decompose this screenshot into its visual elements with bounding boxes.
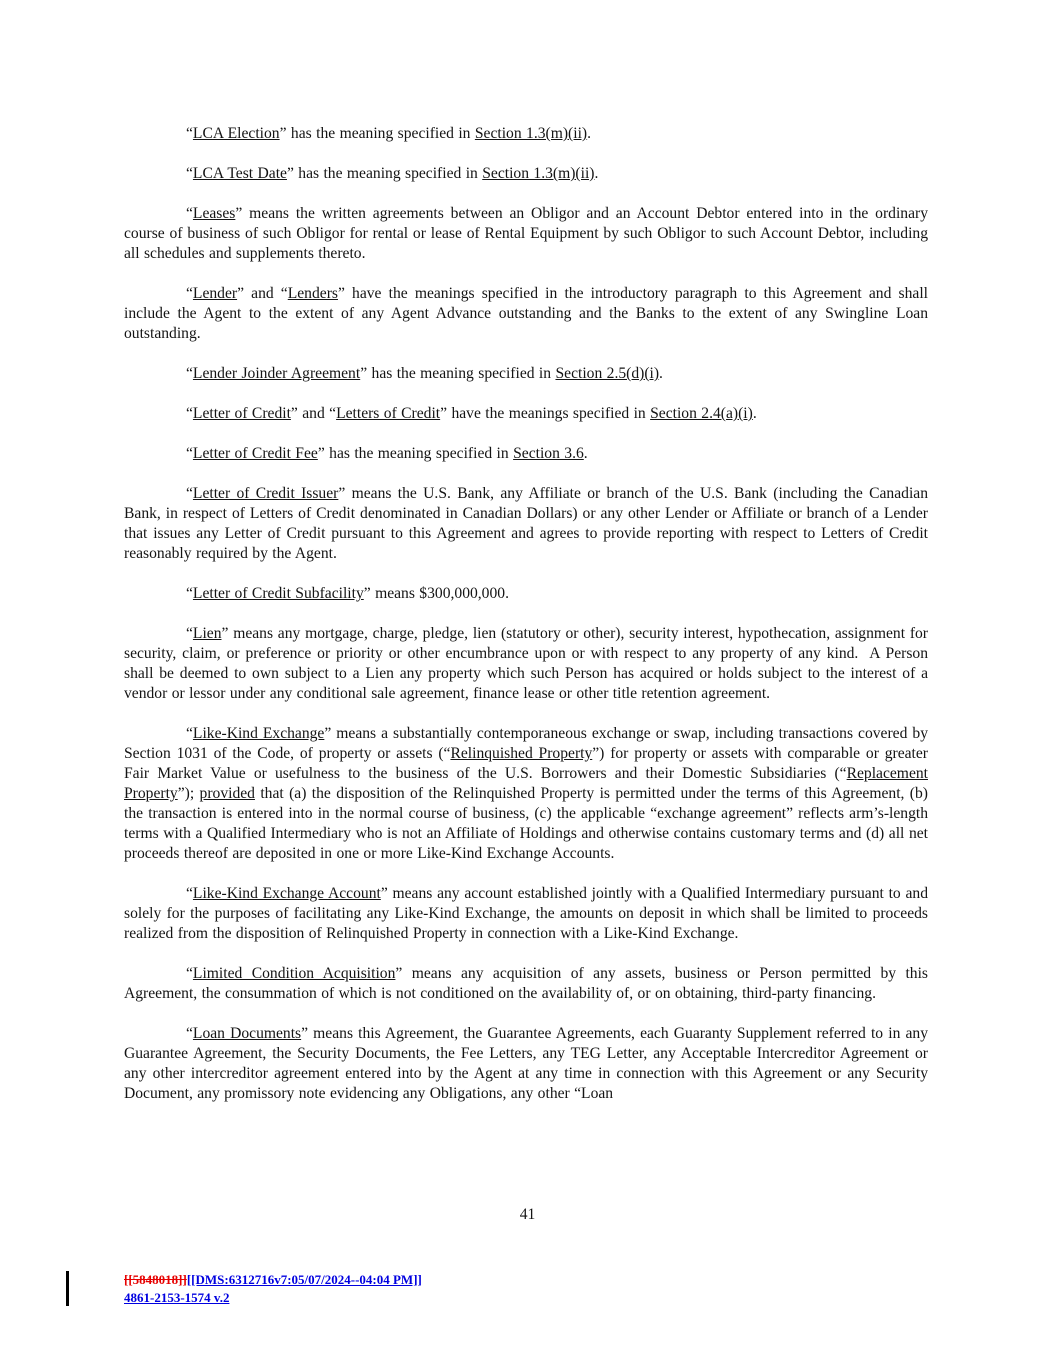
- change-bar: [66, 1271, 69, 1306]
- text-run: “: [186, 125, 193, 142]
- text-run: ” have the meanings specified in: [440, 405, 651, 422]
- defined-term: Letter of Credit Subfacility: [192, 585, 364, 602]
- defined-term: Like-Kind Exchange: [192, 725, 325, 742]
- defined-term: Lender: [192, 285, 238, 302]
- defined-term: Leases: [192, 205, 236, 222]
- defined-term: Lien: [192, 625, 222, 642]
- text-run: .: [594, 165, 599, 182]
- document-body: [124, 124, 928, 1124]
- defined-term: Letter of Credit Fee: [192, 445, 318, 462]
- text-run: “: [186, 625, 193, 642]
- text-run: “: [186, 585, 193, 602]
- defined-term: Lenders: [287, 285, 338, 302]
- text-run: ” has the meaning specified in: [279, 125, 475, 142]
- defined-term: Replacement Property: [124, 765, 928, 802]
- defined-term: Relinquished Property: [450, 745, 593, 762]
- text-run: ” and “: [237, 285, 288, 302]
- text-run: ” means a substantially contemporaneous exchange or swap, including transactions covered by Section 1031 of the Code, of property or assets (“: [124, 725, 928, 762]
- footer-doc-id: 4861-2153-1574 v.2: [124, 1290, 230, 1305]
- paragraph: [124, 164, 928, 184]
- defined-term: Letter of Credit: [192, 405, 291, 422]
- paragraph: [124, 444, 928, 464]
- paragraph: [124, 284, 928, 344]
- text-run: ” means $300,000,000.: [363, 585, 509, 602]
- footer-dms-stamp: [[DMS:6312716v7:05/07/2024--04:04 PM]]: [186, 1272, 422, 1287]
- text-run: ” have the meanings specified in the introductory paragraph to this Agreement and shall include the Agent to the extent of any Agent Advance outstanding and the Banks to the extent of any Swingline Loan outstanding.: [124, 285, 928, 342]
- text-run: “: [186, 365, 193, 382]
- paragraph: [124, 364, 928, 384]
- footer: [124, 1271, 422, 1307]
- text-run: “: [186, 725, 193, 742]
- text-run: ” has the meaning specified in: [286, 165, 483, 182]
- page-number: 41: [519, 1206, 536, 1223]
- text-run: .: [583, 445, 588, 462]
- paragraph: [124, 1024, 928, 1104]
- text-run: ” means the written agreements between an Obligor and an Account Debtor entered into in the ordinary course of business of such Obligor for rental or lease of Rental Equipment by such Obligor to such Account Debtor, including all schedules and supplements thereto.: [124, 205, 928, 262]
- text-run: ” means any account established jointly with a Qualified Intermediary pursuant to and solely for the purposes of facilitating any Like-Kind Exchange, the amounts on deposit in which shall be limited to proceeds realized from the disposition of Relinquished Property in connection with a Like-Kind Exchange.: [124, 885, 928, 942]
- text-run: “: [186, 1025, 193, 1042]
- text-run: “: [186, 285, 193, 302]
- paragraph: [124, 964, 928, 1004]
- paragraph: [124, 484, 928, 564]
- defined-term: LCA Test Date: [192, 165, 287, 182]
- defined-term: Section 1.3(m)(ii): [474, 125, 588, 142]
- paragraph: [124, 884, 928, 944]
- paragraph: [124, 124, 928, 144]
- text-run: ”) for property or assets with comparable or greater Fair Market Value or usefulness to the business of the U.S. Borrowers and their Domestic Subsidiaries (“: [124, 745, 928, 782]
- text-run: .: [659, 365, 663, 382]
- text-run: “: [186, 965, 193, 982]
- text-run: that (a) the disposition of the Relinquished Property is permitted under the terms of this Agreement, (b) the transaction is entered into in the normal course of business, (c) the applicable “exchange agreement” reflects arm’s-length terms with a Qualified Intermediary who is not an Affiliate of Holdings and otherwise contains customary terms and (d) all net proceeds thereof are deposited in one or more Like-Kind Exchange Accounts.: [124, 785, 928, 862]
- footer-deleted-id: [[5848018]]: [124, 1272, 187, 1287]
- defined-term: Section 2.5(d)(i): [555, 365, 660, 382]
- defined-term: Lender Joinder Agreement: [192, 365, 361, 382]
- text-run: “: [186, 885, 193, 902]
- text-run: “: [186, 165, 193, 182]
- defined-term: Loan Documents: [192, 1025, 302, 1042]
- paragraph: [124, 624, 928, 704]
- text-run: ” means any acquisition of any assets, business or Person permitted by this Agreement, the consummation of which is not conditioned on the availability of, or on obtaining, third-party financing.: [124, 965, 928, 1002]
- defined-term: Letter of Credit Issuer: [192, 485, 339, 502]
- defined-term: Section 3.6: [513, 445, 584, 462]
- defined-term: Like-Kind Exchange Account: [192, 885, 381, 902]
- text-run: ”);: [177, 785, 200, 802]
- text-run: ” and “: [290, 405, 337, 422]
- paragraph: [124, 404, 928, 424]
- text-run: ” means the U.S. Bank, any Affiliate or branch of the U.S. Bank (including the Canadian Bank, in respect of Letters of Credit denominated in Canadian Dollars) or any other Lender or Affiliate or branch of a Lender that issues any Letter of Credit pursuant to this Agreement and agrees to provide reporting with respect to Letters of Credit reasonably required by the Agent.: [124, 485, 928, 562]
- text-run: “: [186, 205, 193, 222]
- paragraph: [124, 204, 928, 264]
- defined-term: Section 1.3(m)(ii): [482, 165, 595, 182]
- paragraph: [124, 724, 928, 864]
- defined-term: Letters of Credit: [336, 405, 441, 422]
- defined-term: Limited Condition Acquisition: [192, 965, 396, 982]
- text-run: “: [186, 485, 193, 502]
- text-run: “: [186, 405, 193, 422]
- footer-line-1: [124, 1271, 422, 1289]
- text-run: ” has the meaning specified in: [360, 365, 556, 382]
- text-run: ” has the meaning specified in: [317, 445, 514, 462]
- defined-term: Section 2.4(a)(i): [650, 405, 753, 422]
- text-run: “: [186, 445, 193, 462]
- defined-term: provided: [199, 785, 255, 802]
- footer-line-2: [124, 1289, 422, 1307]
- paragraph: [124, 584, 928, 604]
- text-run: .: [587, 125, 592, 142]
- text-run: .: [752, 405, 757, 422]
- text-run: ” means this Agreement, the Guarantee Agreements, each Guaranty Supplement referred to in any Guarantee Agreement, the Security Documents, the Fee Letters, any TEG Letter, any Acceptable Intercreditor Agreement or any other intercreditor agreement entered into by the Agent at any time in connection with this Agreement or any Security Document, any promissory note evidencing any Obligations, any other “Loan: [124, 1025, 928, 1102]
- text-run: ” means any mortgage, charge, pledge, lien (statutory or other), security interest, hypothecation, assignment for security, claim, or preference or priority or other encumbrance upon or with respect to any property of any kind. A Person shall be deemed to own subject to a Lien any property which such Person has acquired or holds subject to the interest of a vendor or lessor under any conditional sale agreement, finance lease or other title retention agreement.: [124, 625, 928, 702]
- defined-term: LCA Election: [192, 125, 280, 142]
